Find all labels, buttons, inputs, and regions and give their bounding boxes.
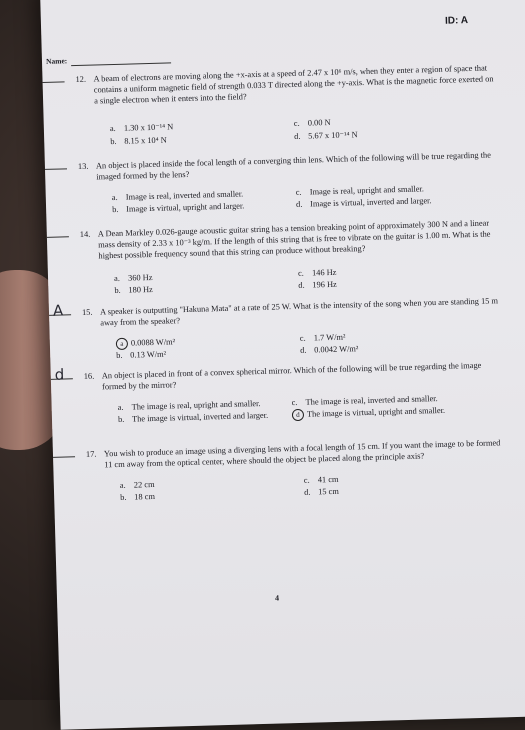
question-stem: An object is placed in front of a convex spherical mirror. Which of the following will be true regarding the image formed by the mirror? — [101, 360, 482, 392]
page-number: 4 — [274, 593, 280, 603]
question-number: 14. — [79, 229, 91, 239]
question-stem: An object is placed inside the focal length of a converging thin lens. Which of the following will be true regarding the imaged formed by the lens? — [95, 150, 491, 182]
option-d: d The image is virtual, upright and smaller. — [292, 405, 445, 421]
answer-blank — [47, 236, 69, 238]
question-stem: A Dean Markley 0.026-gauge acoustic guitar string has a tension breaking point of approximately 300 N and a linear mass density of 2.33 x 10⁻³ kg/m. If the length of this string that is free to vibrate on the guitar is 1.00 m. What is the highest possible frequency sound that this string can produce without breaking? — [97, 218, 491, 261]
question-stem: You wish to produce an image using a diverging lens with a focal length of 15 cm. If you want the image to be formed 11 cm away from the optical center, where should the object be placed along the principle axis? — [103, 438, 501, 470]
question-stem: A speaker is outputting "Hakuna Mata" at a rate of 25 W. What is the intensity of the song when you are standing 15 m away from the speaker? — [99, 296, 499, 328]
option-b: b. 18 cm — [120, 491, 156, 502]
option-a: a. Image is real, inverted and smaller. — [111, 189, 244, 203]
option-c: c. 41 cm — [303, 474, 339, 485]
name-label: Name: — [45, 56, 68, 66]
option-c: c. 1.7 W/m² — [299, 332, 346, 343]
circled-choice-mark: d — [292, 409, 304, 421]
option-c: c. The image is real, inverted and smaller. — [291, 394, 438, 408]
option-d: d. 5.67 x 10⁻¹⁴ N — [294, 130, 358, 141]
option-c: c. 0.00 N — [293, 117, 331, 128]
option-d: d. 15 cm — [304, 486, 339, 497]
name-field — [46, 53, 171, 66]
question-14 — [47, 217, 499, 310]
answer-blank — [45, 168, 67, 170]
option-b: b. 180 Hz — [114, 284, 153, 296]
question-number: 17. — [85, 449, 97, 459]
option-a: a 0.0088 W/m² — [116, 336, 176, 350]
option-b: b. The image is virtual, inverted and larger. — [117, 410, 269, 424]
option-b: b. 0.13 W/m² — [116, 349, 167, 361]
option-a: a. The image is real, upright and smaller. — [117, 399, 261, 412]
option-a: a. 360 Hz — [113, 272, 153, 284]
answer-blank — [53, 456, 75, 458]
answer-blank — [43, 81, 65, 83]
question-number: 13. — [77, 161, 89, 172]
handwritten-answer: d — [54, 365, 65, 384]
option-b: b. Image is virtual, upright and larger. — [112, 201, 245, 215]
option-d: d. 196 Hz — [298, 279, 337, 290]
option-a: a. 1.30 x 10⁻¹⁴ N — [109, 122, 174, 134]
option-d: d. Image is virtual, inverted and larger. — [295, 196, 432, 209]
option-b: b. 8.15 x 10⁴ N — [110, 135, 167, 147]
question-12 — [42, 62, 494, 155]
question-number: 15. — [81, 307, 93, 317]
id-label: ID: A — [444, 15, 469, 27]
option-c: c. 146 Hz — [297, 267, 337, 278]
question-number: 16. — [83, 371, 95, 381]
name-line — [71, 54, 171, 66]
question-stem: A beam of electrons are moving along the +x-axis at a speed of 2.47 x 10⁶ m/s, when they enter a region of space that contains a uniform magnetic field of strength 0.033 T directed along the +y-axis. What is the magnetic force exerted on a single electron when it enters into the field? — [93, 63, 494, 106]
question-number: 12. — [75, 74, 87, 85]
handwritten-answer: A — [52, 301, 64, 320]
option-a: a. 22 cm — [119, 479, 155, 490]
option-c: c. Image is real, upright and smaller. — [295, 184, 425, 197]
option-d: d. 0.0042 W/m² — [300, 344, 359, 355]
exam-page — [40, 0, 525, 730]
question-17 — [53, 437, 505, 520]
circled-choice-mark: a — [116, 338, 128, 350]
question-16 — [51, 359, 503, 442]
